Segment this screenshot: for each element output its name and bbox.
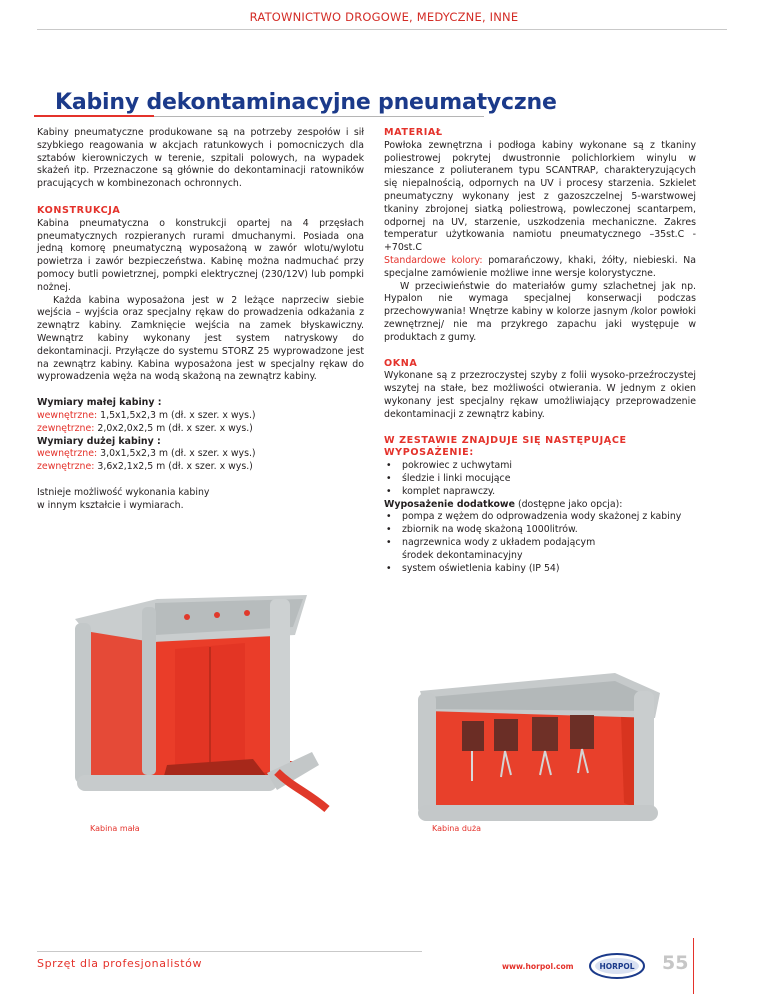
- list-item: • system oświetlenia kabiny (IP 54): [384, 563, 696, 576]
- footer-url-link[interactable]: www.horpol.com: [502, 962, 574, 971]
- material-heading: MATERIAŁ: [384, 127, 443, 138]
- list-item: • pokrowiec z uchwytami: [384, 460, 696, 473]
- equipment-list: [384, 460, 696, 498]
- small-cabin-external: zewnętrzne: 2,0x2,0x2,5 m (dł. x szer. x wys.): [37, 422, 253, 434]
- konstrukcja-paragraph-2: Każda kabina wyposażona jest w 2 leżące naprzeciw siebie wejścia – wyjścia oraz specjalny rękaw do prowadzenia odkażania z zewnątrz kabiny. Zamknięcie wejścia na zamek błyskawiczny. Wewnątrz kabiny wykonany jest system natryskowy do dekontaminacji. Przyłącze do systemu STORZ 25 wyprowadzone jest na zewnątrz kabiny. Kabina wyposażona jest w specjalny rękaw do wyprowadzenia węża na wodą skażoną na zewnątrz kabiny.: [37, 294, 364, 383]
- custom-note-line-2: w innym kształcie i wymiarach.: [37, 499, 184, 511]
- title-underline: [154, 116, 484, 117]
- small-cabin-heading: Wymiary małej kabiny :: [37, 397, 162, 409]
- okna-paragraph: Wykonane są z przezroczystej szyby z folii wysoko-przeźroczystej wszytej na stałe, bez możliwości otwierania. W jednym z okien wykonany jest specjalny rękaw umożliwiający przeprowadzenie dekontaminacji z zewnątrz kabiny.: [384, 370, 696, 420]
- page-title: Kabiny dekontaminacyjne pneumatyczne: [55, 90, 557, 115]
- page-edge-line: [693, 938, 694, 994]
- footer-divider: [37, 951, 422, 952]
- list-item: • śledzie i linki mocujące: [384, 473, 696, 486]
- okna-heading: OKNA: [384, 357, 418, 369]
- small-cabin-photo: [67, 587, 332, 822]
- list-item: • pompa z wężem do odprowadzenia wody skażonej z kabiny: [384, 511, 696, 524]
- left-column: [37, 127, 364, 513]
- header-divider: [37, 29, 727, 30]
- large-cabin-internal: wewnętrzne: 3,0x1,5x2,3 m (dł. x szer. x wys.): [37, 448, 256, 460]
- large-cabin-heading: Wymiary dużej kabiny :: [37, 435, 161, 447]
- large-cabin-photo: [410, 663, 670, 825]
- small-cabin-caption: Kabina mała: [90, 824, 140, 833]
- colors-paragraph: Standardowe kolory: pomarańczowy, khaki, żółty, niebieski. Na specjalne zamówienie możliwe inne wersje kolorystyczne.: [384, 254, 696, 279]
- list-item-continuation: środek dekontaminacyjny: [402, 549, 523, 561]
- equipment-heading: W ZESTAWIE ZNAJDUJE SIĘ NASTĘPUJĄCE WYPOSAŻENIE:: [384, 434, 627, 459]
- material-paragraph-2: W przeciwieństwie do materiałów gumy szlachetnej jak np. Hypalon nie wymaga specjalnej konserwacji podczas przechowywania! Wnętrze kabiny w kolorze jasnym /kolor powłoki zewnętrznej/ nie ma przykrego zapachu jaki występuje w produktach z gumy.: [384, 280, 696, 343]
- custom-note-line-1: Istnieje możliwość wykonania kabiny: [37, 486, 210, 498]
- large-cabin-external: zewnętrzne: 3,6x2,1x2,5 m (dł. x szer. x wys.): [37, 461, 253, 473]
- list-item: • komplet naprawczy.: [384, 486, 696, 499]
- logo-text: HORPOL: [599, 962, 635, 971]
- extra-equipment-heading: Wyposażenie dodatkowe (dostępne jako opcja):: [384, 498, 623, 510]
- large-cabin-caption: Kabina duża: [432, 824, 482, 833]
- right-column: [384, 127, 696, 575]
- extra-equipment-list: [384, 511, 696, 575]
- list-item: • zbiornik na wodę skażoną 1000litrów.: [384, 524, 696, 537]
- title-underline-accent: [34, 115, 154, 117]
- small-cabin-internal: wewnętrzne: 1,5x1,5x2,3 m (dł. x szer. x wys.): [37, 409, 256, 421]
- intro-paragraph: Kabiny pneumatyczne produkowane są na potrzeby zespołów i sił szybkiego reagowania w akcjach ratunkowych i pomocniczych dla sztabów kierowniczych w terenie, szpitali polowych, na wypadek skażeń itp. Przeznaczone są głównie do dekontaminacji ratowników pracujących w kombinezonach ochronnych.: [37, 127, 364, 190]
- material-paragraph-1: Powłoka zewnętrzna i podłoga kabiny wykonane są z tkaniny poliestrowej pokrytej dwustronnie polichlorkiem winylu w mieszance z poliuteranem typu SCANTRAP, charakteryzujących się niepalnością, odpornych na UV i procesy starzenia. Szkielet pneumatyczny wykonany jest z gazoszczelnej 5-warstwowej tkaniny zbrojonej siatką poliestrową, powleczonej scantarpem, odpornej na UV, starzenie, uszkodzenia mechaniczne. Zakres temperatur użytkowania namiotu pneumatycznego –35st.C - +70st.C: [384, 139, 696, 254]
- konstrukcja-heading: KONSTRUKCJA: [37, 204, 121, 216]
- list-item: • nagrzewnica wody z układem podającym: [384, 537, 696, 550]
- konstrukcja-paragraph-1: Kabina pneumatyczna o konstrukcji opartej na 4 przęsłach pneumatycznych rozpieranych rurami dmuchanymi. Posiada ona jedną komorę pneumatyczną wyposażoną w zawór wlotu/wylotu powietrza i zawór bezpieczeństwa. Kabinę można nadmuchać przy pomocy butli powietrznej, pompki elektrycznej (230/12V) lub pompki nożnej.: [37, 217, 364, 293]
- section-header: RATOWNICTWO DROGOWE, MEDYCZNE, INNE: [249, 10, 519, 24]
- footer-slogan: Sprzęt dla profesjonalistów: [37, 957, 203, 970]
- page-number: 55: [662, 952, 689, 974]
- horpol-logo: [588, 951, 646, 981]
